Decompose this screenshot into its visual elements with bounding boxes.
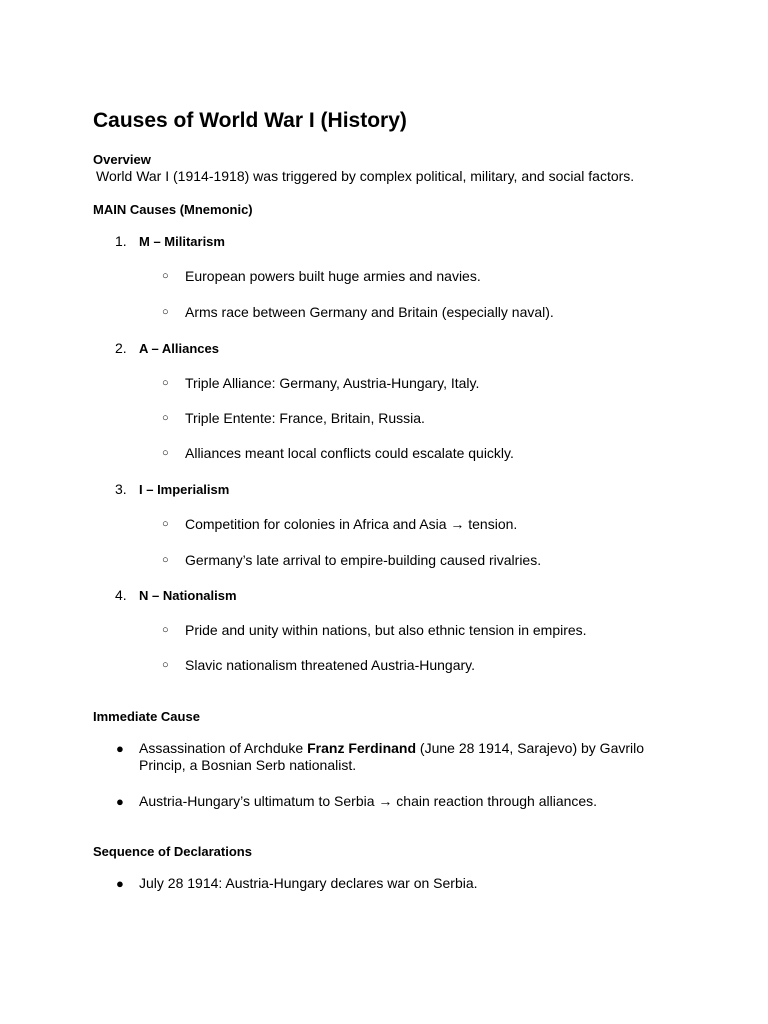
bullet-icon: ● [116,741,124,756]
list-number: 2. [115,340,127,356]
sub-bullet-icon: ○ [162,377,169,389]
sub-bullet-icon: ○ [162,412,169,424]
list-item: Triple Entente: France, Britain, Russia. [185,410,425,426]
sub-bullet-icon: ○ [162,270,169,282]
sub-bullet-icon: ○ [162,554,169,566]
list-number: 1. [115,233,127,249]
list-item: Alliances meant local conflicts could escalate quickly. [185,445,514,461]
sub-bullet-icon: ○ [162,306,169,318]
list-item: Slavic nationalism threatened Austria-Hungary. [185,657,476,673]
list-item: Competition for colonies in Africa and Asia → tension. [185,516,518,532]
list-number: 4. [115,587,127,603]
immediate-cause-heading: Immediate Cause [93,709,200,724]
cause-label-nationalism: N – Nationalism [139,588,237,603]
list-item: European powers built huge armies and navies. [185,268,481,284]
list-item [139,740,669,774]
overview-text: World War I (1914-1918) was triggered by complex political, military, and social factors. [96,168,635,184]
cause-label-imperialism: I – Imperialism [139,482,230,497]
declarations-heading: Sequence of Declarations [93,844,252,859]
list-item: Arms race between Germany and Britain (especially naval). [185,304,554,320]
text-segment: Assassination of Archduke [139,740,308,756]
bullet-icon: ● [116,794,124,809]
list-item: Triple Alliance: Germany, Austria-Hungary, Italy. [185,375,480,391]
list-item: July 28 1914: Austria-Hungary declares war on Serbia. [139,875,478,891]
document-title: Causes of World War I (History) [93,109,407,132]
text-segment: (June 28 1914, Sarajevo) by Gavrilo Princip, a Bosnian Serb nationalist. [139,740,645,773]
cause-label-alliances: A – Alliances [139,341,219,356]
sub-bullet-icon: ○ [162,518,169,530]
sub-bullet-icon: ○ [162,624,169,636]
list-item: Pride and unity within nations, but also ethnic tension in empires. [185,622,587,638]
main-causes-heading: MAIN Causes (Mnemonic) [93,202,253,217]
list-item: Austria-Hungary’s ultimatum to Serbia → chain reaction through alliances. [139,793,598,809]
sub-bullet-icon: ○ [162,659,169,671]
overview-heading: Overview [93,152,151,167]
list-number: 3. [115,481,127,497]
list-item: Germany’s late arrival to empire-building caused rivalries. [185,552,542,568]
cause-label-militarism: M – Militarism [139,234,225,249]
bold-name: Franz Ferdinand [307,740,417,756]
sub-bullet-icon: ○ [162,447,169,459]
bullet-icon: ● [116,876,124,891]
